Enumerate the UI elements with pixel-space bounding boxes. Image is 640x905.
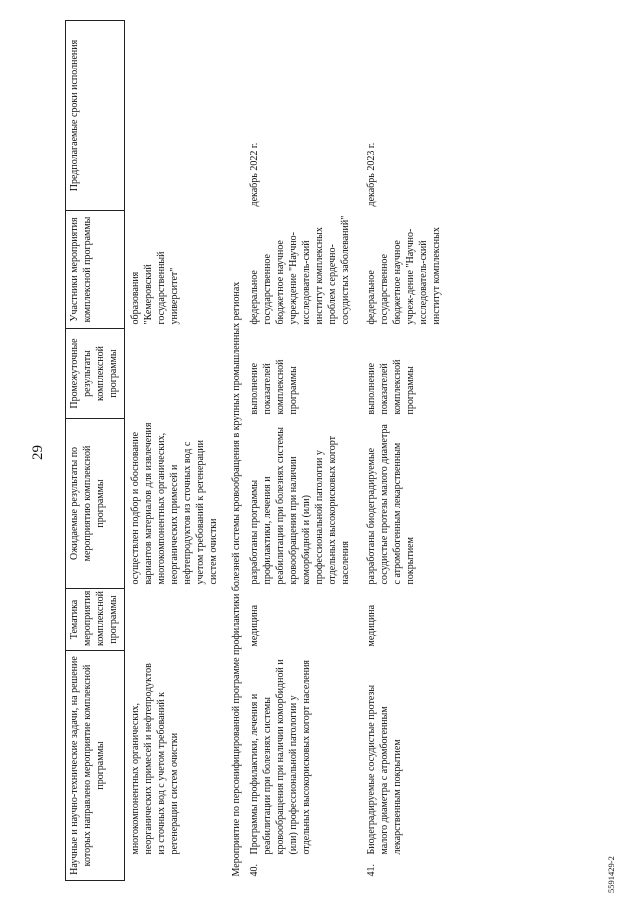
row-interim: выполнение показателей комплексной программы xyxy=(366,359,416,415)
row-number xyxy=(125,859,229,881)
row-participants: федеральное государственное бюджетное научное учреж-дение "Научно-исследователь-ский институт комплексных xyxy=(366,227,442,325)
table-row xyxy=(362,20,453,880)
section-heading: Мероприятие по персонифицированной программе профилактики болезней системы кровообращения в крупных промышленных регионах xyxy=(231,281,242,877)
header-expected: Ожидаемые результаты по мероприятию комплексной программы xyxy=(66,418,125,588)
row-number: 41. xyxy=(366,864,377,877)
row-expected: разработаны программы профилактики, лечения и реабилитации при болезнях системы кровообращения при наличии коморбидной и (или) профессиональной патологии у отдельных высокорисковых когорт населения xyxy=(249,427,351,585)
row-expected: разработаны биодеградируемые сосудистые протезы малого диаметра с атромбогенным лекарственным покрытием xyxy=(366,424,416,585)
table-header-row xyxy=(66,20,125,880)
row-theme: медицина xyxy=(249,604,260,647)
table-row xyxy=(245,20,362,880)
document-id: 5591429-2 xyxy=(606,856,616,893)
header-deadline: Предполагаемые сроки исполнения xyxy=(66,20,125,210)
row-theme xyxy=(125,588,229,650)
row-task: многокомпонентных органических, неорганических примесей и нефтепродуктов из сточных вод с учетом требований к регенерации систем очистки xyxy=(130,663,180,855)
row-task: Программы профилактики, лечения и реабилитации при болезнях системы кровообращения при наличии коморбидной и (или) профессиональной патологии у отдельных высокорисковых когорт населения xyxy=(249,659,312,855)
row-interim: выполнение показателей комплексной программы xyxy=(249,359,299,415)
header-theme: Тематика мероприятия комплексной программы xyxy=(66,588,125,650)
row-interim xyxy=(125,328,229,418)
header-interim: Промежуточные результаты комплексной программы xyxy=(66,328,125,418)
row-deadline: декабрь 2022 г. xyxy=(249,142,260,207)
row-deadline xyxy=(125,20,229,210)
row-number: 40. xyxy=(249,864,260,877)
row-participants: федеральное государственное бюджетное научное учреждение "Научно-исследователь-ский институт комплексных проблем сердечно-сосудистых заболеваний" xyxy=(249,215,351,325)
row-participants: образования "Кемеровский государственный университет" xyxy=(130,251,180,325)
row-expected: осуществлен подбор и обоснование вариантов материалов для извлечения многокомпонентных органических, неорганических примесей и нефтепродуктов из сточных вод с учетом требований к регенерации систем очистки xyxy=(130,422,219,585)
row-deadline: декабрь 2023 г. xyxy=(366,142,377,207)
page-number: 29 xyxy=(30,445,46,460)
section-row xyxy=(228,20,245,880)
row-theme: медицина xyxy=(366,604,377,647)
header-participants: Участники мероприятия комплексной программы xyxy=(66,210,125,328)
row-task: Биодеградируемые сосудистые протезы малого диаметра с атромбогенным лекарственным покрытием xyxy=(366,684,403,855)
header-task: Научные и научно-технические задачи, на решение которых направлено мероприятие комплексной программы xyxy=(66,650,125,880)
table-row xyxy=(125,20,229,880)
program-table xyxy=(65,20,453,881)
